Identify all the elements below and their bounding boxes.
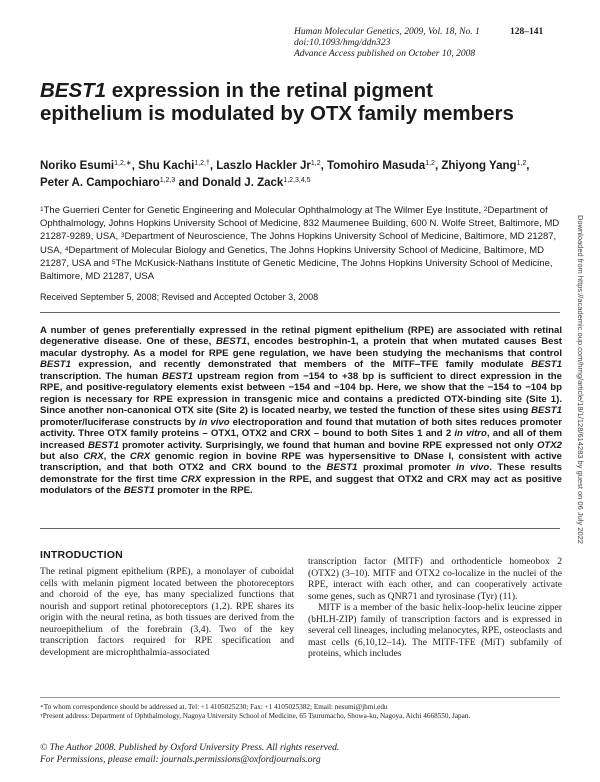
- copyright-line: © The Author 2008. Published by Oxford University Press. All rights reserved.: [40, 743, 340, 753]
- abstract-segment: BEST1: [40, 359, 71, 371]
- abstract-segment: CRX: [129, 450, 151, 462]
- affiliation: Department of Molecular Biology and Genetics, The Johns Hopkins University School of Medicine, Baltimore, MD 21287, USA and: [40, 244, 545, 269]
- abstract-segment: expression in the RPE, and suggest that OTX2 and CRX may act as positive modulators of the: [40, 473, 562, 497]
- abstract-segment: in vivo: [456, 462, 490, 474]
- affiliation-marker: 3: [120, 232, 125, 240]
- footnotes: [40, 703, 560, 721]
- intro-heading: INTRODUCTION: [40, 549, 123, 561]
- abstract-segment: A number of genes preferentially expressed in the retinal pigment epithelium (RPE) are associated with retinal degenerative disease. One of these,: [40, 325, 562, 348]
- affiliation: Department of Neuroscience, The Johns Hopkins University School of Medicine, Baltimore, MD 21287, USA,: [40, 231, 557, 256]
- abstract-segment: , encodes bestrophin-1, a protein that when mutated causes Best macular dystrophy. As a model for RPE gene regulation, we have been studying the mechanisms that control: [40, 336, 562, 359]
- abstract-segment: OTX2: [536, 439, 563, 451]
- title-gene: BEST1: [40, 79, 107, 102]
- abstract-segment: , and all of them increased: [40, 428, 563, 451]
- abstract-segment: BEST1: [123, 485, 155, 497]
- author-name: Noriko Esumi: [40, 160, 115, 172]
- abstract-segment: proximal promoter: [357, 462, 456, 474]
- abstract-segment: BEST1: [162, 370, 193, 382]
- download-sidebar: [576, 215, 591, 615]
- abstract-segment: electroporation and found that mutation of both sites reduces promoter activity. Three OTX family proteins – OTX1, OTX2 and CRX – bound to both Sites 1 and 2: [40, 416, 563, 440]
- abstract-segment: expression, and recently demonstrated that members of the MITF–TFE family modulate: [70, 359, 532, 371]
- abstract-segment: , the: [103, 450, 130, 462]
- abstract-segment: promoter activity. Surprisingly, we found that human and bovine RPE expressed not only: [118, 439, 537, 451]
- abstract-segment: BEST1: [215, 336, 247, 348]
- download-notice[interactable]: Downloaded from https://academic.oup.com/hmg/article/18/1/128/614283 by guest on 06 July 2022: [576, 215, 585, 544]
- author-affiliation-marker: 1,2: [425, 160, 435, 167]
- divider-bottom: [40, 528, 560, 529]
- intro-column-left: The retinal pigment epithelium (RPE), a monolayer of cuboidal cells with melanin pigment located between the photoreceptors and choroid of the eye, has many specialized functions that nourish and support retinal photoreceptors (1,2). RPE shares its origin with the neural retina, as both tissues are derived from the neuroepithelium of the forebrain (3,4). Two of the key transcription factors required for RPE specification and development are microphthalmia-associated: [40, 566, 294, 658]
- abstract-segment: BEST1: [326, 462, 358, 474]
- affiliation-marker: 1: [40, 206, 44, 213]
- abstract-segment: CRX: [180, 473, 202, 485]
- affiliation: The Guerrieri Center for Genetic Engineering and Molecular Ophthalmology at The Wilmer Eye Institute,: [43, 205, 484, 216]
- author-affiliation-marker: 1,2,∗: [114, 160, 132, 167]
- abstract-segment: promoter in the RPE.: [154, 485, 253, 497]
- author-affiliation-marker: 1,2,3: [159, 176, 176, 184]
- affiliation: The McKusick-Nathans Institute of Genetic Medicine, The Johns Hopkins University School of Medicine, Baltimore, MD 21287, USA: [40, 257, 553, 283]
- abstract-segment: transcription. The human: [40, 370, 163, 382]
- author-separator: and: [175, 176, 203, 189]
- abstract-segment: CRX: [83, 450, 104, 462]
- affiliation-marker: 5: [111, 258, 116, 266]
- abstract: [40, 325, 562, 497]
- intro-column-right: [308, 556, 562, 660]
- author-affiliation-marker: 1,2,3,4,5: [283, 176, 311, 184]
- journal-header: [294, 27, 554, 60]
- author-separator: ,: [526, 160, 530, 172]
- affiliation: Department of Ophthalmology, Johns Hopkins University School of Medicine, 832 Maumenee Building, 600 N. Wolfe Street, Baltimore, MD 21287-9289, USA,: [40, 205, 560, 243]
- author-name: Shu Kachi: [138, 160, 195, 172]
- advance-access: Advance Access published on October 10, 2008: [294, 49, 476, 59]
- author-name: Tomohiro Masuda: [327, 160, 426, 172]
- abstract-segment: BEST1: [531, 405, 562, 417]
- abstract-segment: BEST1: [531, 359, 562, 371]
- abstract-segment: promoter/luciferase constructs by: [40, 416, 199, 428]
- corresponding-note: ∗To whom correspondence should be addressed at. Tel: +1 4105025230; Fax: +1 4105025382; Email: nesumi@jhmi.edu: [40, 703, 388, 711]
- intro-paragraph: transcription factor (MITF) and orthodenticle homeobox 2 (OTX2) (3–10). MITF and OTX2 co-localize in the nuclei of the RPE, interact with each other, and can cooperatively activate some genes, such as QNR71 and tyrosinase (Tyr) (11).: [308, 556, 562, 602]
- abstract-segment: genomic region in bovine RPE was hypersensitive to DNase I, consistent with active transcription, and that both OTX2 and CRX bound to the: [40, 450, 562, 474]
- divider-top: [40, 312, 560, 313]
- title-rest: expression in the retinal pigment epithelium is modulated by OTX family members: [40, 79, 514, 125]
- permissions-line: For Permissions, please email: journals.permissions@oxfordjournals.org: [40, 754, 321, 765]
- abstract-segment: upstream region from −154 to +38 bp is sufficient to direct expression in the RPE, and positive-regulatory elements exist between −154 and −104 bp. Here, we show that the −154 to −104 bp region is necessary for RPE expression in transgenic mice and contains a predicted OTX-binding site (Site 1). Since another non-canonical OTX site (Site 2) is located nearby, we tested the function of these sites using: [40, 370, 562, 417]
- author-separator: ,: [320, 160, 328, 172]
- present-address-note: †Present address: Department of Ophthalmology, Nagoya University School of Medicine, 65 Tsurumacho, Showa-ku, Nagoya, Aichi 4668550, Japan.: [40, 712, 471, 721]
- author-affiliation-marker: 1,2: [516, 160, 527, 167]
- author-affiliation-marker: 1,2,†: [194, 160, 210, 167]
- doi: doi:10.1093/hmg/ddn323: [294, 38, 391, 48]
- affiliations: [40, 204, 560, 283]
- affiliation-marker: 4: [64, 245, 69, 253]
- abstract-segment: in vivo: [198, 416, 230, 428]
- page-range: 128–141: [510, 27, 544, 37]
- copyright: [40, 743, 339, 766]
- author-separator: ,: [209, 160, 217, 172]
- author-name: Peter A. Campochiaro: [40, 176, 160, 189]
- affiliation-marker: 2: [483, 206, 488, 213]
- intro-paragraph: MITF is a member of the basic helix-loop-helix leucine zipper (bHLH-ZIP) family of transcription factors and is expressed in several cell lineages, including melanocytes, RPE, osteoclasts and mast cells (6,10,12–14). The MITF-TFE (MiT) subfamily of proteins, which includes: [308, 602, 562, 659]
- author-name: Zhiyong Yang: [441, 160, 517, 172]
- author-list: [40, 158, 560, 191]
- author-name: Donald J. Zack: [202, 176, 284, 189]
- author-separator: ,: [131, 160, 139, 172]
- footnote-divider: [40, 697, 560, 698]
- article-title: [40, 79, 520, 125]
- abstract-segment: BEST1: [88, 439, 119, 451]
- author-name: Laszlo Hackler Jr: [216, 160, 311, 172]
- abstract-segment: but also: [40, 450, 84, 462]
- author-affiliation-marker: 1,2: [310, 160, 321, 167]
- author-separator: ,: [434, 160, 442, 172]
- received-date: Received September 5, 2008; Revised and Accepted October 3, 2008: [40, 292, 319, 302]
- abstract-segment: . These results demonstrate for the first time: [40, 462, 562, 485]
- abstract-segment: in vitro: [454, 428, 487, 440]
- journal-citation: Human Molecular Genetics, 2009, Vol. 18, No. 1: [294, 27, 480, 37]
